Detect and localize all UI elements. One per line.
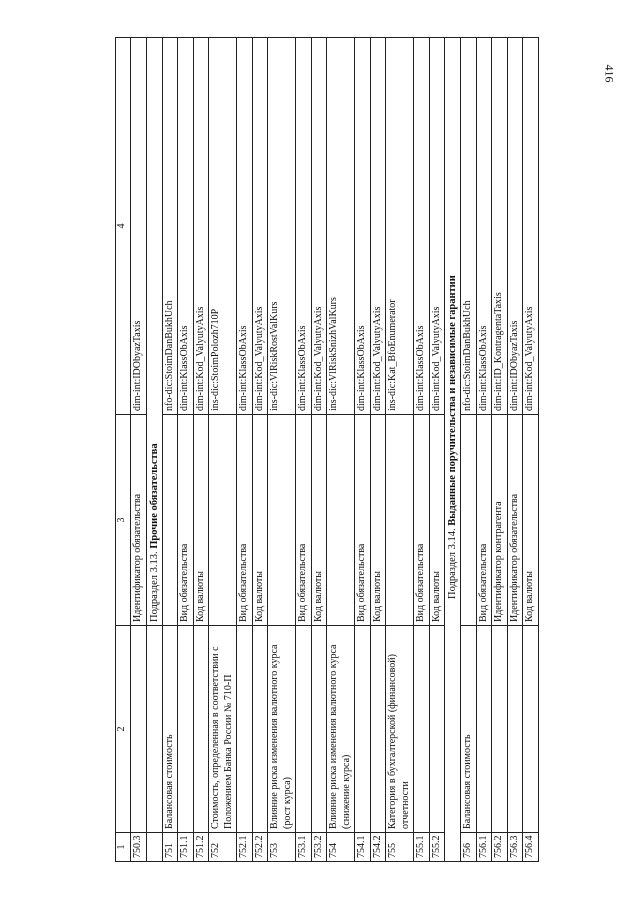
- row-identifier: nfo-dic:StoimDanBukhUch: [162, 38, 178, 415]
- table-row: [492, 38, 508, 862]
- row-identifier: dim-int:KlassObAxis: [296, 38, 312, 415]
- row-description: Идентификатор контрагента: [492, 415, 508, 626]
- row-description: [327, 415, 355, 626]
- row-code: 751.1: [178, 833, 194, 862]
- row-description: Код валюты: [193, 415, 209, 626]
- table-row: [268, 38, 296, 862]
- row-description: [386, 415, 414, 626]
- row-code: 751.2: [193, 833, 209, 862]
- row-description: [461, 415, 477, 626]
- row-name: Балансовая стоимость: [461, 626, 477, 833]
- register-table: [115, 37, 539, 862]
- row-identifier: dim-int:Kod_ValyutyAxis: [252, 38, 268, 415]
- row-name: [252, 626, 268, 833]
- row-code: 755.1: [414, 833, 430, 862]
- table-row: [429, 38, 445, 862]
- row-code: 756.4: [523, 833, 539, 862]
- row-identifier: dim-int:KlassObAxis: [476, 38, 492, 415]
- row-name: [193, 626, 209, 833]
- row-description: Код валюты: [311, 415, 327, 626]
- table-row: [523, 38, 539, 862]
- row-description: Код валюты: [523, 415, 539, 626]
- table-row: [252, 38, 268, 862]
- row-description: Вид обязательства: [178, 415, 194, 626]
- row-identifier: dim-int:Kod_ValyutyAxis: [193, 38, 209, 415]
- row-code: 751: [162, 833, 178, 862]
- row-code: 753.2: [311, 833, 327, 862]
- row-identifier: dim-int:Kod_ValyutyAxis: [311, 38, 327, 415]
- row-name: [237, 626, 253, 833]
- row-description: Вид обязательства: [476, 415, 492, 626]
- row-code: 756.3: [507, 833, 523, 862]
- section-prefix: Подраздел 3.13.: [148, 551, 160, 622]
- row-name: [476, 626, 492, 833]
- row-identifier: dim-int:KlassObAxis: [355, 38, 371, 415]
- table-row: [355, 38, 371, 862]
- row-identifier: ins-dic:Kat_BfoEnumerator: [386, 38, 414, 415]
- section-name: Прочие обязательства: [148, 443, 160, 549]
- row-code: 754: [327, 833, 355, 862]
- row-code: 750.3: [131, 833, 147, 862]
- row-code: 752.1: [237, 833, 253, 862]
- row-identifier: ins-dic:StoimPolozh710P: [209, 38, 237, 415]
- table-row: [131, 38, 147, 862]
- table-row: [327, 38, 355, 862]
- column-number-row: [116, 38, 131, 862]
- row-name: Категория в бухгалтерской (финансовой) отчетности: [386, 626, 414, 833]
- page-number: 416: [602, 64, 617, 83]
- row-name: [523, 626, 539, 833]
- row-code: 755.2: [429, 833, 445, 862]
- rotated-page-content: [115, 42, 585, 862]
- column-number: 3: [116, 415, 131, 626]
- row-name: Влияние риска изменения валютного курса (рост курса): [268, 626, 296, 833]
- row-identifier: dim-int:Kod_ValyutyAxis: [523, 38, 539, 415]
- row-name: [370, 626, 386, 833]
- row-description: Идентификатор обязательства: [131, 415, 147, 626]
- row-description: [209, 415, 237, 626]
- table-row: [476, 38, 492, 862]
- section-name: Выданные поручительства и независимые гарантии: [447, 275, 459, 526]
- row-description: Код валюты: [429, 415, 445, 626]
- row-description: Код валюты: [370, 415, 386, 626]
- row-identifier: ins-dic:VlRiskRostValKurs: [268, 38, 296, 415]
- section-spacer: [146, 833, 162, 862]
- row-code: 754.1: [355, 833, 371, 862]
- section-title: [146, 38, 162, 626]
- row-name: [311, 626, 327, 833]
- row-code: 756.1: [476, 833, 492, 862]
- row-name: Балансовая стоимость: [162, 626, 178, 833]
- row-identifier: dim-int:ID_KontragentaTaxis: [492, 38, 508, 415]
- row-name: [507, 626, 523, 833]
- row-code: 754.2: [370, 833, 386, 862]
- table-row: [178, 38, 194, 862]
- table-row: [296, 38, 312, 862]
- row-identifier: nfo-dic:StoimDanBukhUch: [461, 38, 477, 415]
- table-row: [386, 38, 414, 862]
- row-name: [429, 626, 445, 833]
- row-name: Стоимость, определенная в соответствии с Положением Банка России № 710-П: [209, 626, 237, 833]
- row-description: Вид обязательства: [414, 415, 430, 626]
- column-number: 2: [116, 626, 131, 833]
- table-row: [209, 38, 237, 862]
- row-description: Вид обязательства: [355, 415, 371, 626]
- row-identifier: dim-int:IDObyazTaxis: [507, 38, 523, 415]
- row-description: Вид обязательства: [237, 415, 253, 626]
- section-header-row: [146, 38, 162, 862]
- table-row: [370, 38, 386, 862]
- table-row: [311, 38, 327, 862]
- table-row: [507, 38, 523, 862]
- section-title: [445, 38, 461, 862]
- table-row: [237, 38, 253, 862]
- row-identifier: dim-int:KlassObAxis: [178, 38, 194, 415]
- row-description: [268, 415, 296, 626]
- row-identifier: dim-int:IDObyazTaxis: [131, 38, 147, 415]
- row-name: [296, 626, 312, 833]
- row-name: [355, 626, 371, 833]
- row-identifier: dim-int:KlassObAxis: [237, 38, 253, 415]
- row-code: 756: [461, 833, 477, 862]
- row-description: Вид обязательства: [296, 415, 312, 626]
- section-spacer: [146, 626, 162, 833]
- row-code: 753: [268, 833, 296, 862]
- row-name: [492, 626, 508, 833]
- table-row: [461, 38, 477, 862]
- row-identifier: dim-int:Kod_ValyutyAxis: [429, 38, 445, 415]
- table-row: [162, 38, 178, 862]
- row-identifier: dim-int:KlassObAxis: [414, 38, 430, 415]
- row-code: 753.1: [296, 833, 312, 862]
- row-description: [162, 415, 178, 626]
- row-identifier: ins-dic:VlRiskSnizhValKurs: [327, 38, 355, 415]
- row-description: Идентификатор обязательства: [507, 415, 523, 626]
- row-code: 755: [386, 833, 414, 862]
- row-code: 752: [209, 833, 237, 862]
- section-prefix: Подраздел 3.14.: [447, 528, 459, 599]
- row-name: [414, 626, 430, 833]
- row-name: [131, 626, 147, 833]
- row-name: [178, 626, 194, 833]
- column-number: 4: [116, 38, 131, 415]
- section-header-row: [445, 38, 461, 862]
- row-identifier: dim-int:Kod_ValyutyAxis: [370, 38, 386, 415]
- row-code: 752.2: [252, 833, 268, 862]
- table-row: [193, 38, 209, 862]
- row-name: Влияние риска изменения валютного курса (снижение курса): [327, 626, 355, 833]
- column-number: 1: [116, 833, 131, 862]
- row-code: 756.2: [492, 833, 508, 862]
- row-description: Код валюты: [252, 415, 268, 626]
- table-row: [414, 38, 430, 862]
